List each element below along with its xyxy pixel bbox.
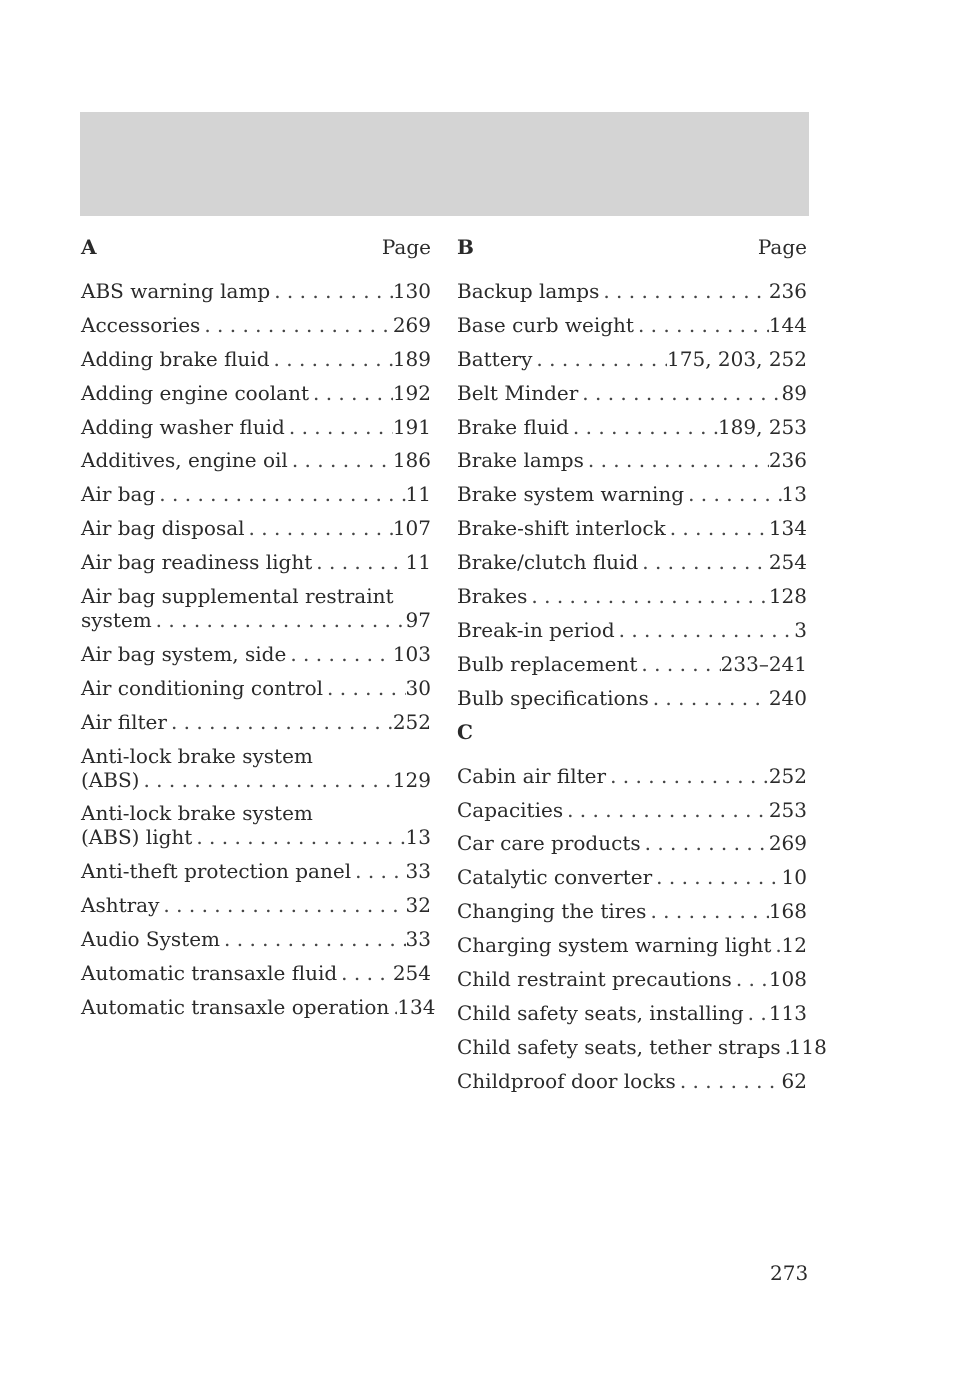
index-entries-a bbox=[81, 279, 436, 1019]
dot-leader bbox=[781, 1035, 789, 1059]
dot-leader bbox=[532, 347, 667, 371]
dot-leader bbox=[676, 1069, 782, 1093]
index-entry-page: 191 bbox=[392, 414, 431, 439]
index-entry-page: 186 bbox=[392, 448, 431, 473]
index-entry-page: 269 bbox=[392, 312, 431, 337]
index-entry bbox=[457, 1069, 807, 1093]
dot-leader bbox=[167, 710, 393, 734]
index-entry-page: 130 bbox=[392, 279, 431, 303]
index-entry-page: 30 bbox=[405, 675, 431, 700]
index-entry-title: Adding washer fluid bbox=[81, 414, 285, 439]
index-entry-title: Child safety seats, installing bbox=[457, 1000, 744, 1025]
dot-leader bbox=[245, 516, 393, 540]
dot-leader bbox=[139, 768, 392, 792]
dot-leader bbox=[270, 279, 393, 303]
dot-leader bbox=[638, 550, 769, 574]
index-entry-title: Air bag bbox=[81, 482, 156, 507]
dot-leader bbox=[606, 764, 769, 788]
dot-leader bbox=[389, 995, 397, 1019]
index-entry-title: Air conditioning control bbox=[81, 675, 324, 700]
header-band bbox=[80, 112, 809, 216]
index-entry-page: 12 bbox=[781, 933, 807, 958]
index-entry bbox=[457, 381, 807, 405]
index-entry-title-line: Anti-lock brake system bbox=[81, 743, 313, 768]
index-entry-title: Automatic transaxle operation bbox=[81, 994, 390, 1019]
dot-leader bbox=[666, 516, 769, 540]
index-entry bbox=[81, 516, 431, 540]
index-entry bbox=[81, 415, 431, 439]
index-entry bbox=[81, 313, 431, 337]
index-entry-page: 236 bbox=[768, 279, 807, 303]
index-entry bbox=[81, 381, 431, 405]
index-entry-title: Brake lamps bbox=[457, 448, 584, 473]
dot-leader bbox=[200, 313, 393, 337]
index-entry bbox=[81, 584, 431, 632]
page-number: 273 bbox=[770, 1261, 809, 1285]
index-entry-page: 3 bbox=[794, 617, 807, 642]
index-entry-title: Brake-shift interlock bbox=[457, 516, 666, 541]
index-entry bbox=[457, 448, 807, 472]
index-entry-title: Brake/clutch fluid bbox=[457, 550, 639, 575]
index-entry bbox=[457, 482, 807, 506]
index-column-a bbox=[81, 235, 436, 1029]
index-entry-title: Belt Minder bbox=[457, 380, 579, 405]
index-entries-c bbox=[457, 763, 827, 1093]
index-entry-page: 62 bbox=[781, 1068, 807, 1093]
index-entry-page: 13 bbox=[781, 482, 807, 507]
dot-leader bbox=[637, 652, 720, 676]
index-entry bbox=[81, 642, 431, 666]
index-entry-title: Air bag system, side bbox=[81, 641, 287, 666]
index-entry bbox=[457, 652, 807, 676]
index-entry bbox=[457, 967, 807, 991]
index-entry-page: 10 bbox=[781, 865, 807, 890]
index-entry-page: 89 bbox=[781, 380, 807, 405]
index-entry-page: 13 bbox=[405, 825, 431, 850]
index-column-b-c bbox=[457, 235, 827, 1103]
index-entry bbox=[81, 347, 431, 371]
index-entry-title: (ABS) bbox=[81, 767, 140, 792]
dot-leader bbox=[569, 415, 718, 439]
dot-leader bbox=[641, 831, 769, 855]
column-header-a bbox=[81, 235, 431, 265]
dot-leader bbox=[286, 642, 392, 666]
dot-leader bbox=[323, 676, 406, 700]
index-entry-title: Bulb replacement bbox=[457, 651, 638, 676]
index-entry-page: 254 bbox=[768, 550, 807, 575]
dot-leader bbox=[599, 279, 768, 303]
index-entry-page: 254 bbox=[392, 961, 431, 986]
index-entry-title: (ABS) light bbox=[81, 825, 193, 850]
index-entry-title: Battery bbox=[457, 346, 533, 371]
page-column-label: Page bbox=[381, 235, 431, 259]
index-entry-page: 103 bbox=[392, 641, 431, 666]
dot-leader bbox=[684, 482, 781, 506]
dot-leader bbox=[578, 381, 781, 405]
dot-leader bbox=[634, 313, 769, 337]
index-entry-title: Changing the tires bbox=[457, 899, 647, 924]
index-entry-title: Catalytic converter bbox=[457, 865, 653, 890]
index-entry bbox=[457, 686, 807, 710]
index-entry-page: 192 bbox=[392, 380, 431, 405]
index-entry bbox=[457, 516, 807, 540]
index-entry-page: 253 bbox=[768, 797, 807, 822]
index-entry-title: Cabin air filter bbox=[457, 763, 607, 788]
index-entry-title: Break-in period bbox=[457, 617, 615, 642]
dot-leader bbox=[527, 584, 768, 608]
dot-leader bbox=[584, 448, 769, 472]
index-entry-title: ABS warning lamp bbox=[81, 279, 271, 303]
index-entry-page: 144 bbox=[768, 312, 807, 337]
index-entry-page: 189 bbox=[392, 346, 431, 371]
dot-leader bbox=[152, 608, 406, 632]
index-entry-title: Air bag disposal bbox=[81, 516, 245, 541]
index-entry-page: 189, 253 bbox=[717, 414, 807, 439]
index-entry-page: 33 bbox=[405, 859, 431, 884]
dot-leader bbox=[744, 1001, 769, 1025]
index-entry-title-line: Anti-lock brake system bbox=[81, 801, 313, 826]
dot-leader bbox=[288, 448, 393, 472]
index-entry-title: Air filter bbox=[81, 709, 167, 734]
index-entry-title: Backup lamps bbox=[457, 279, 600, 303]
index-entry-title: Ashtray bbox=[81, 893, 160, 918]
section-letter-b: B bbox=[457, 235, 474, 259]
index-entry bbox=[81, 710, 431, 734]
index-entry bbox=[457, 798, 807, 822]
dot-leader bbox=[732, 967, 769, 991]
dot-leader bbox=[159, 893, 405, 917]
index-entry-title: system bbox=[81, 608, 152, 633]
dot-leader bbox=[312, 550, 405, 574]
index-entry-page: 113 bbox=[768, 1000, 807, 1025]
index-entry-page: 134 bbox=[768, 516, 807, 541]
index-entry bbox=[81, 994, 436, 1019]
index-entry-page: 240 bbox=[768, 685, 807, 710]
index-entry-page: 97 bbox=[405, 608, 431, 633]
index-entry-title: Childproof door locks bbox=[457, 1068, 676, 1093]
index-entry-title: Bulb specifications bbox=[457, 685, 649, 710]
index-entry-title: Car care products bbox=[457, 831, 641, 856]
index-entry bbox=[457, 313, 807, 337]
index-entry-page: 118 bbox=[788, 1034, 827, 1059]
index-entry bbox=[81, 550, 431, 574]
section-letter-c: C bbox=[457, 719, 473, 744]
index-entry bbox=[81, 859, 431, 883]
index-entry bbox=[457, 899, 807, 923]
index-entry bbox=[81, 801, 431, 849]
index-entry bbox=[457, 279, 807, 303]
index-entry-title: Automatic transaxle fluid bbox=[81, 961, 338, 986]
index-entry bbox=[81, 482, 431, 506]
dot-leader bbox=[220, 927, 406, 951]
page-column-label: Page bbox=[757, 235, 807, 259]
dot-leader bbox=[652, 865, 781, 889]
dot-leader bbox=[646, 899, 768, 923]
dot-leader bbox=[563, 798, 769, 822]
index-entry-title: Additives, engine oil bbox=[81, 448, 288, 473]
index-entry-page: 269 bbox=[768, 831, 807, 856]
index-entry-page: 11 bbox=[405, 482, 431, 507]
index-entry-title: Child restraint precautions bbox=[457, 967, 732, 992]
dot-leader bbox=[155, 482, 405, 506]
index-entry-page: 128 bbox=[768, 584, 807, 609]
index-entry bbox=[457, 933, 807, 957]
index-entry-page: 11 bbox=[405, 550, 431, 575]
dot-leader bbox=[270, 347, 393, 371]
index-entry-title: Base curb weight bbox=[457, 312, 634, 337]
dot-leader bbox=[351, 859, 405, 883]
index-entry bbox=[457, 764, 807, 788]
index-entry-page: 252 bbox=[768, 763, 807, 788]
index-entry-page: 33 bbox=[405, 927, 431, 952]
index-entry bbox=[81, 961, 431, 985]
section-letter-a: A bbox=[81, 235, 97, 259]
index-entry-page: 134 bbox=[397, 994, 436, 1019]
index-entry bbox=[81, 744, 431, 792]
index-entry-title: Child safety seats, tether straps bbox=[457, 1034, 781, 1059]
index-entry-page: 32 bbox=[405, 893, 431, 918]
dot-leader bbox=[771, 933, 781, 957]
index-entry-page: 108 bbox=[768, 967, 807, 992]
index-entry-title: Audio System bbox=[81, 927, 221, 952]
index-entry-page: 233–241 bbox=[720, 651, 807, 676]
dot-leader bbox=[337, 961, 393, 985]
index-entry bbox=[457, 831, 807, 855]
index-entry bbox=[81, 927, 431, 951]
dot-leader bbox=[649, 686, 769, 710]
dot-leader bbox=[192, 825, 405, 849]
index-entry-page: 252 bbox=[392, 709, 431, 734]
index-entry bbox=[457, 865, 807, 889]
index-entry-page: 175, 203, 252 bbox=[667, 346, 807, 371]
dot-leader bbox=[615, 618, 795, 642]
index-entry-title: Anti-theft protection panel bbox=[81, 859, 352, 884]
index-entry-page: 129 bbox=[392, 767, 431, 792]
index-entry bbox=[457, 1001, 807, 1025]
index-entry-title: Capacities bbox=[457, 797, 564, 822]
index-entry bbox=[81, 893, 431, 917]
index-entry-title: Adding brake fluid bbox=[81, 346, 270, 371]
index-entry-title: Brake fluid bbox=[457, 414, 569, 439]
index-entry-title: Accessories bbox=[81, 312, 201, 337]
index-entry bbox=[81, 448, 431, 472]
dot-leader bbox=[309, 381, 393, 405]
index-entry bbox=[457, 347, 807, 371]
index-entry-title: Air bag readiness light bbox=[81, 550, 313, 575]
index-entry bbox=[81, 279, 431, 303]
index-entry-title-line: Air bag supplemental restraint bbox=[81, 584, 394, 609]
index-entry-title: Charging system warning light bbox=[457, 933, 772, 958]
index-entry bbox=[81, 676, 431, 700]
index-entry-title: Brakes bbox=[457, 584, 528, 609]
index-entry bbox=[457, 550, 807, 574]
index-entry bbox=[457, 415, 807, 439]
index-entry bbox=[457, 1034, 827, 1059]
index-entry-page: 168 bbox=[768, 899, 807, 924]
index-entry-page: 107 bbox=[392, 516, 431, 541]
column-header-b bbox=[457, 235, 807, 265]
dot-leader bbox=[285, 415, 393, 439]
index-entries-b bbox=[457, 279, 807, 710]
index-entry bbox=[457, 618, 807, 642]
index-entry-title: Brake system warning bbox=[457, 482, 685, 507]
index-entry-page: 236 bbox=[768, 448, 807, 473]
index-entry bbox=[457, 584, 807, 608]
index-entry-title: Adding engine coolant bbox=[81, 380, 309, 405]
